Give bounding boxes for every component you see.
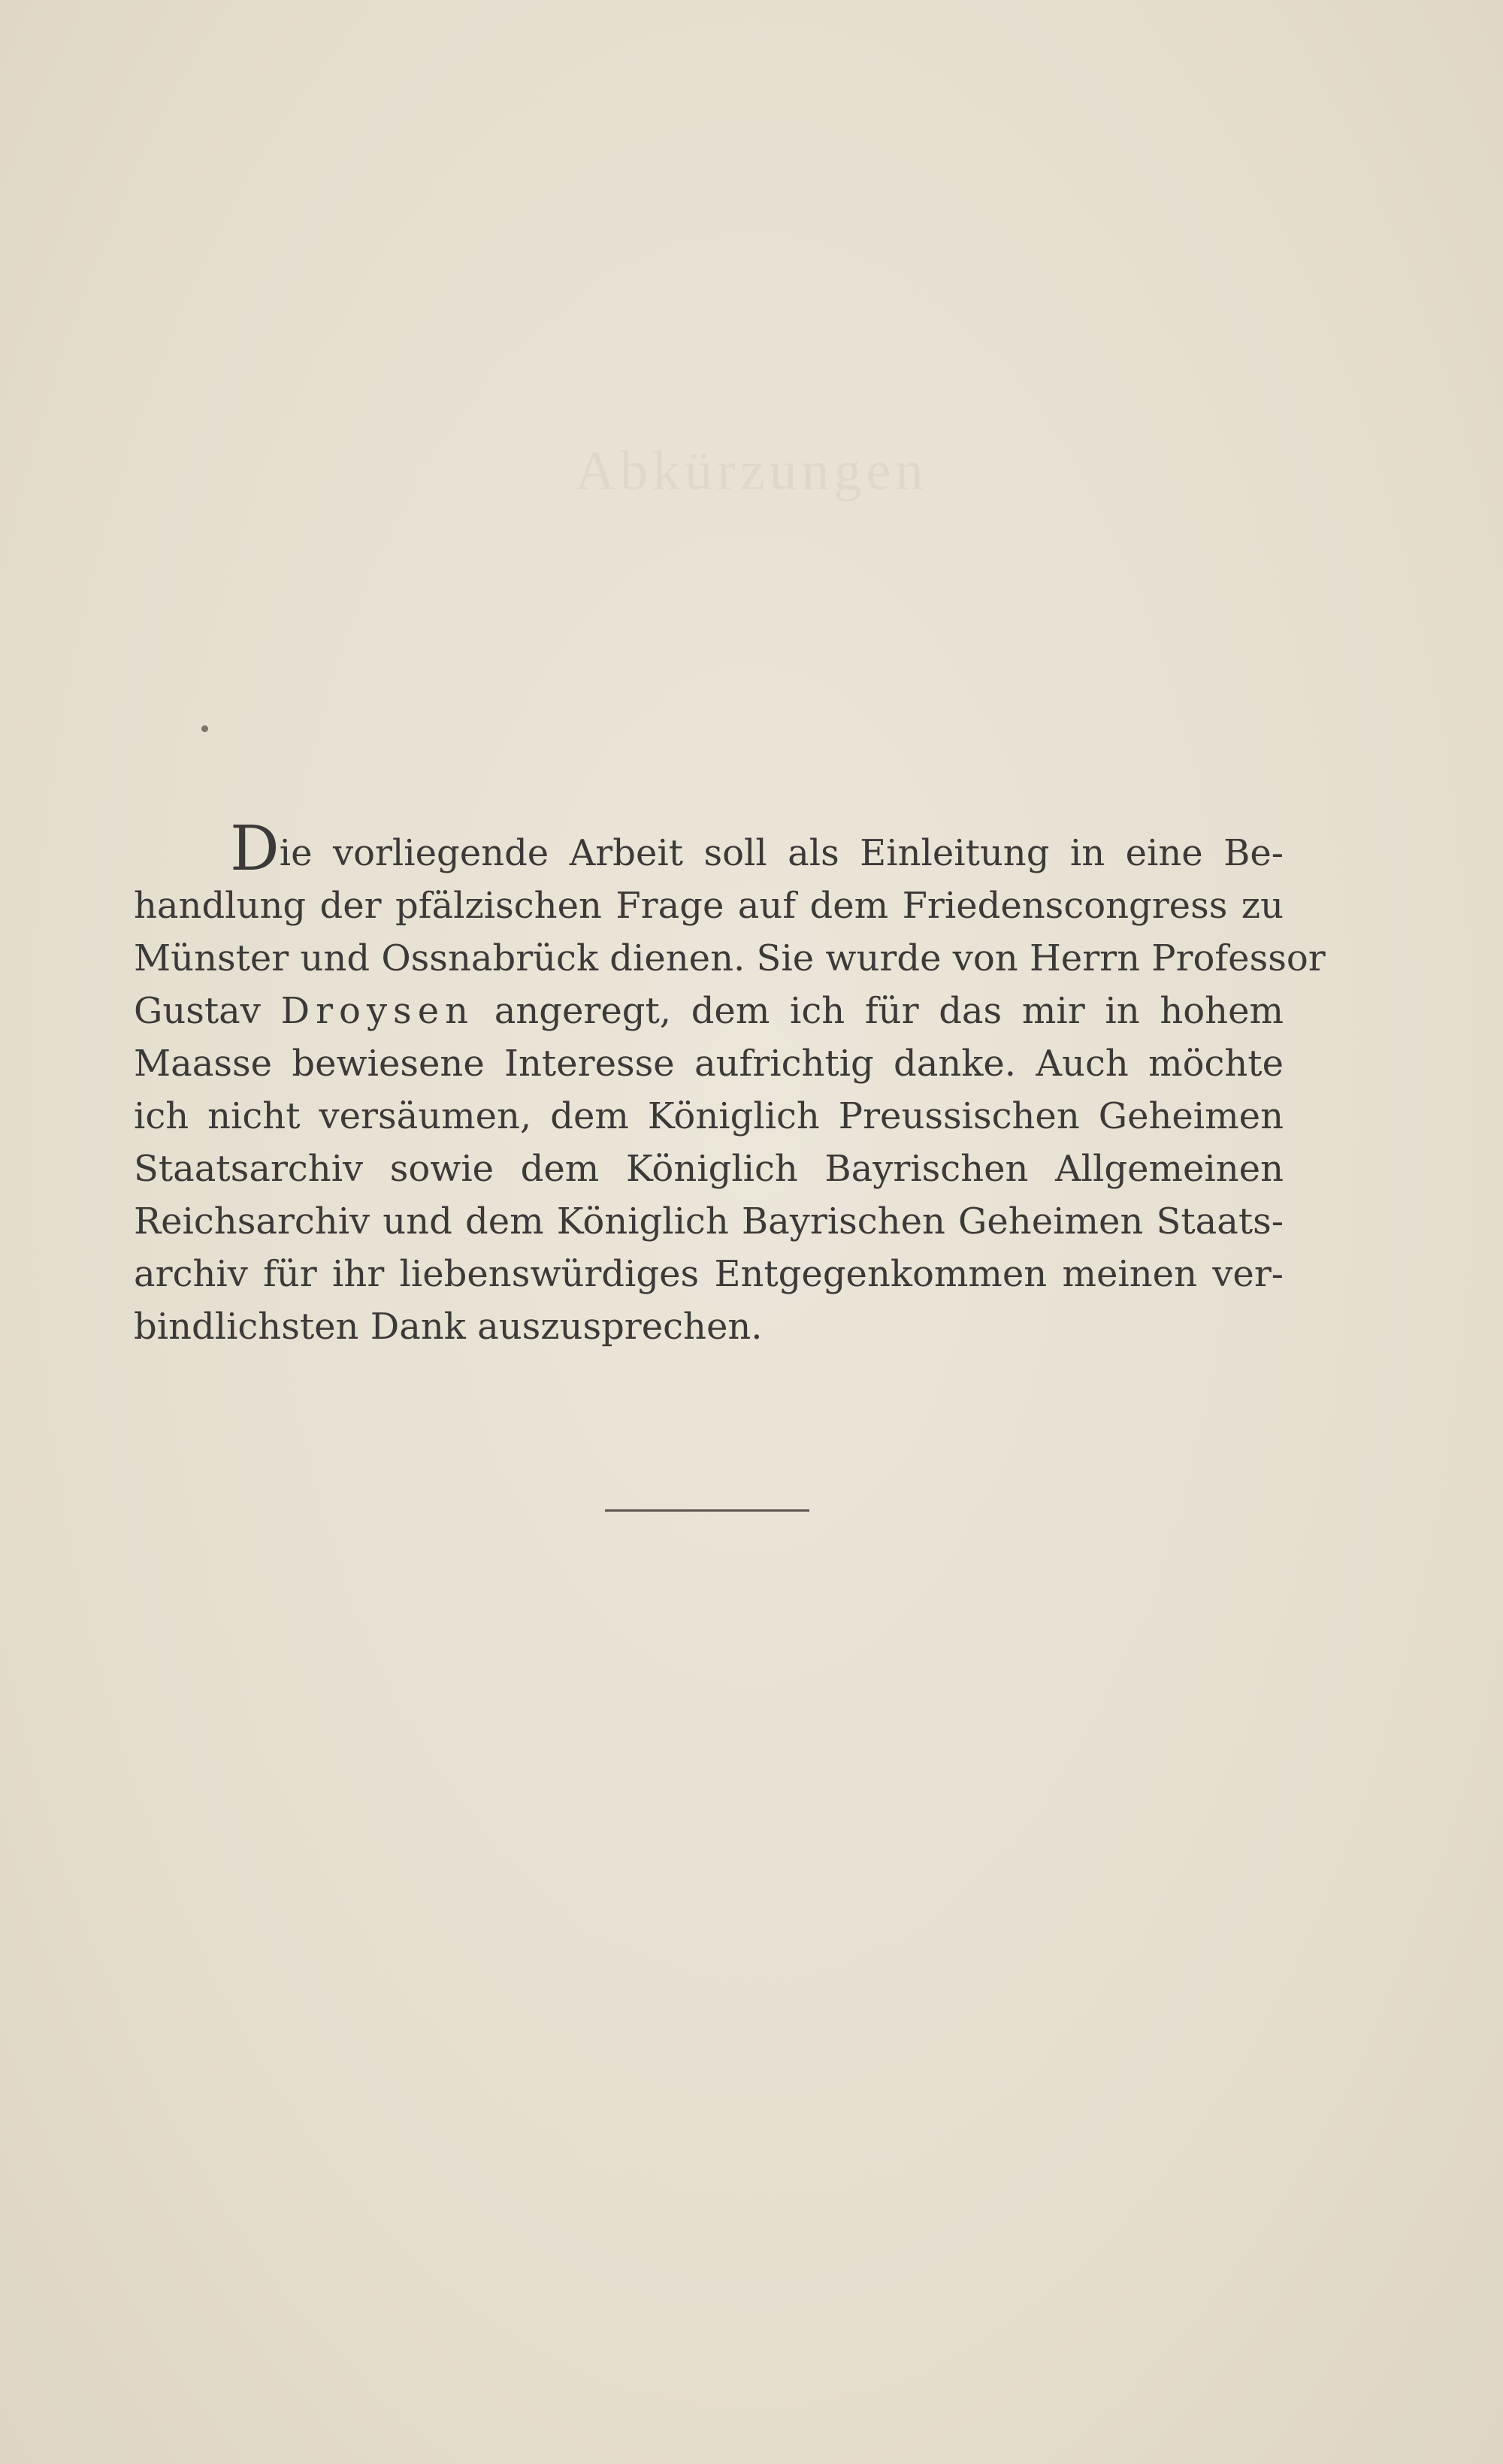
line-4-end: angeregt, dem ich für das mir in hohem [474, 990, 1284, 1032]
text-line-3: Münster und Ossnabrück dienen. Sie wurde von Herrn Professor [134, 937, 1326, 979]
text-line-1 [134, 813, 1284, 885]
line-4-start: Gustav [134, 990, 281, 1032]
ink-speck [201, 725, 208, 732]
text-line-5: Maasse bewiesene Interesse aufrichtig danke. Auch möchte [134, 1043, 1284, 1085]
closing-rule [605, 1509, 809, 1512]
line-1-rest: ie vorliegende Arbeit soll als Einleitung in eine Be- [279, 832, 1284, 874]
text-line-2: handlung der pfälzischen Frage auf dem Friedenscongress zu [134, 885, 1284, 927]
text-line-9: archiv für ihr liebenswürdiges Entgegenkommen meinen ver- [134, 1253, 1284, 1295]
text-line-4 [134, 985, 1284, 1037]
show-through-heading: Abkürzungen [575, 440, 928, 502]
text-line-6: ich nicht versäumen, dem Königlich Preussischen Geheimen [134, 1095, 1284, 1137]
drop-cap: D [230, 813, 280, 885]
author-name-spaced: Droysen [280, 990, 475, 1032]
text-line-10: bindlichsten Dank auszusprechen. [134, 1306, 763, 1348]
preface-paragraph [134, 813, 1326, 1353]
text-line-7: Staatsarchiv sowie dem Königlich Bayrischen Allgemeinen [134, 1148, 1284, 1190]
text-line-8: Reichsarchiv und dem Königlich Bayrischen Geheimen Staats- [134, 1200, 1284, 1243]
